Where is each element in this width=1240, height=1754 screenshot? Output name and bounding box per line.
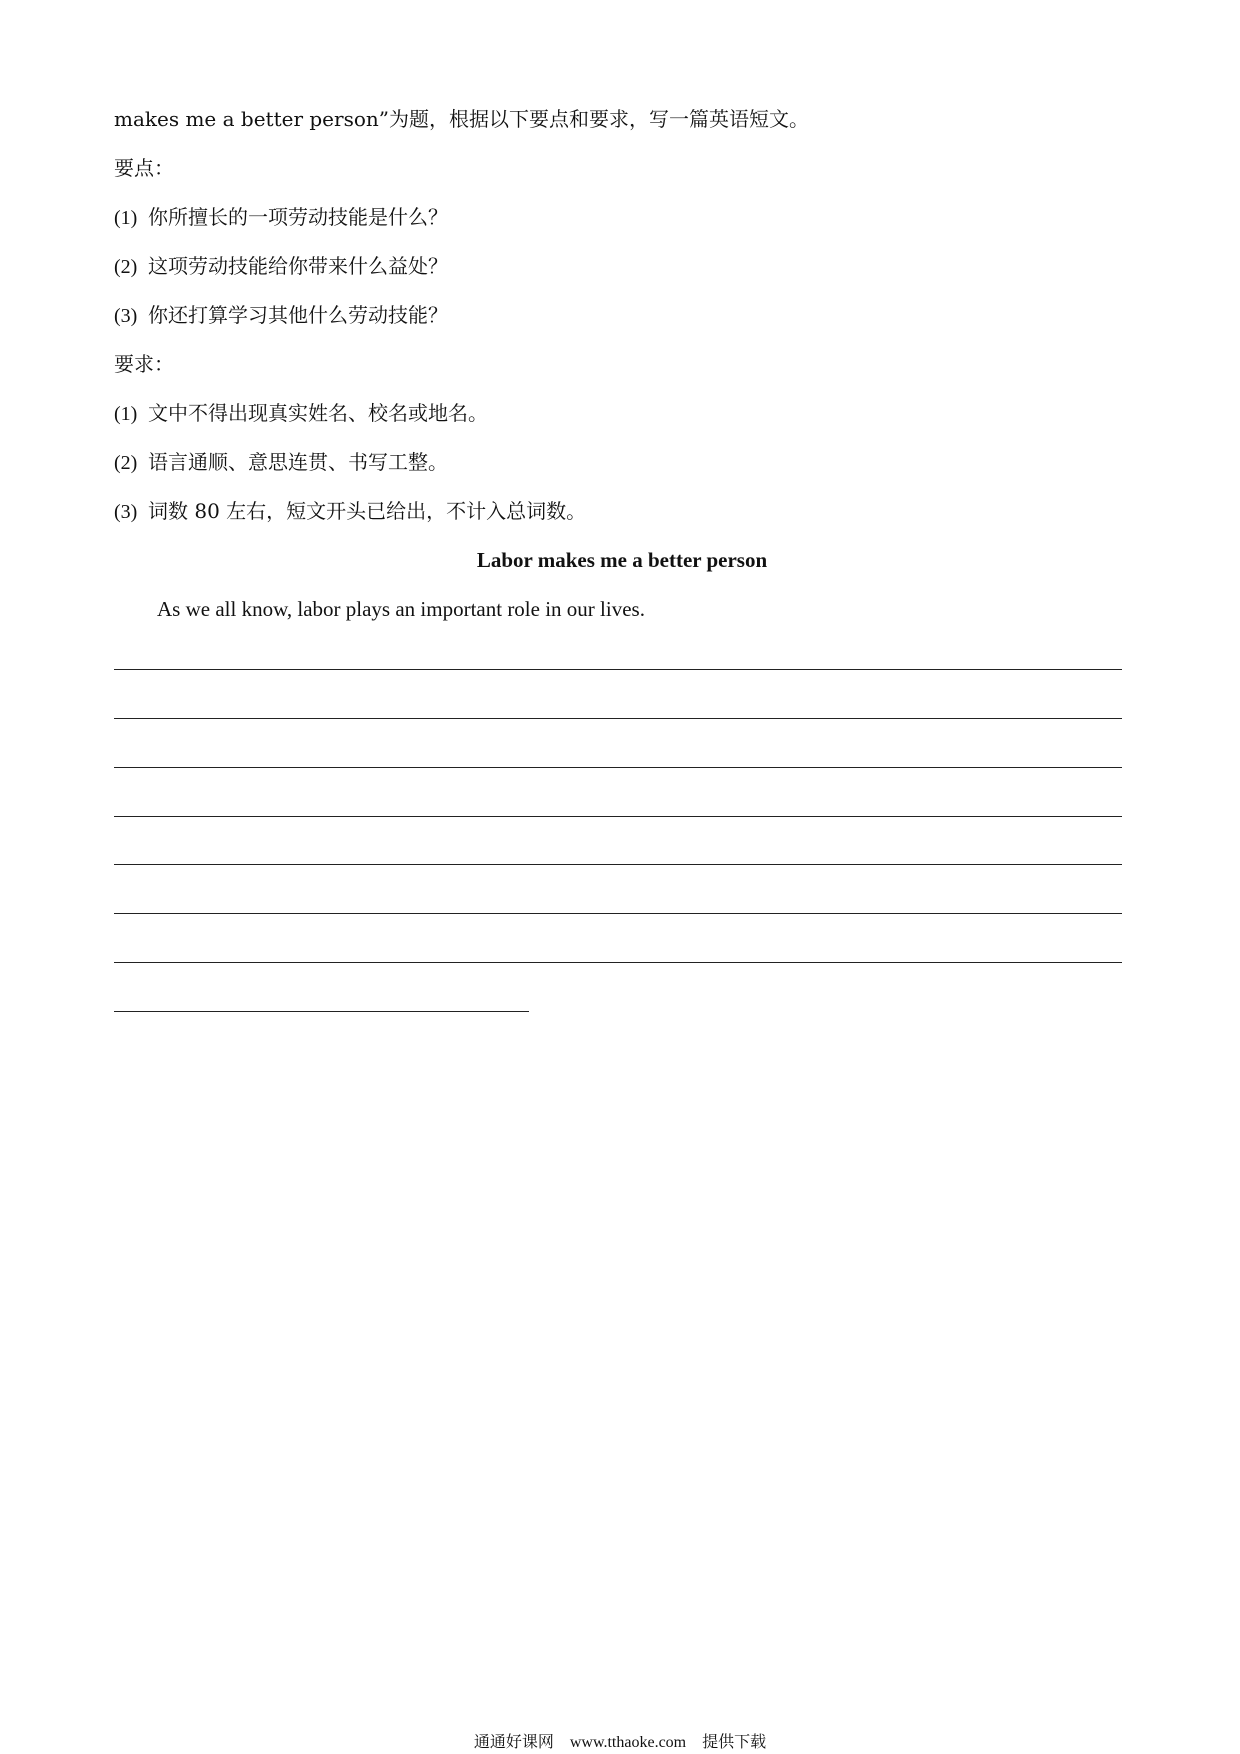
point-item <box>114 253 448 280</box>
page-footer <box>0 1733 1240 1753</box>
footer-url: www.tthaoke.com <box>569 1734 687 1751</box>
requirement-text: 文中不得出现真实姓名、校名或地名。 <box>148 401 488 425</box>
requirement-item <box>114 400 488 427</box>
points-heading: 要点： <box>114 156 174 180</box>
requirement-number: (3) <box>114 501 138 523</box>
footer-note: 提供下载 <box>702 1734 767 1751</box>
requirement-number: (1) <box>114 403 138 425</box>
footer-site-name: 通通好课网 <box>473 1734 554 1751</box>
requirement-number: (2) <box>114 452 138 474</box>
writing-line[interactable] <box>114 669 1122 670</box>
essay-title-row <box>0 547 1240 573</box>
essay-title: Labor makes me a better person <box>476 548 768 572</box>
writing-line[interactable] <box>114 767 1122 768</box>
point-item <box>114 204 448 231</box>
point-text: 这项劳动技能给你带来什么益处？ <box>148 254 448 278</box>
point-number: (2) <box>114 256 138 278</box>
writing-line[interactable] <box>114 718 1122 719</box>
writing-line[interactable] <box>114 816 1122 817</box>
prompt-intro-tail: makes me a better person”为题，根据以下要点和要求，写一篇英语短文。 <box>114 107 809 131</box>
writing-line[interactable] <box>114 962 1122 963</box>
requirement-text: 词数 80 左右，短文开头已给出，不计入总词数。 <box>148 499 587 523</box>
point-item <box>114 302 448 329</box>
requirements-heading: 要求： <box>114 352 174 376</box>
essay-opening-sentence: As we all know, labor plays an important role in our lives. <box>157 597 645 621</box>
point-number: (1) <box>114 207 138 229</box>
point-number: (3) <box>114 305 138 327</box>
writing-line[interactable] <box>114 864 1122 865</box>
requirement-text: 语言通顺、意思连贯、书写工整。 <box>148 450 448 474</box>
point-text: 你所擅长的一项劳动技能是什么？ <box>148 205 448 229</box>
writing-line[interactable] <box>114 913 1122 914</box>
point-text: 你还打算学习其他什么劳动技能？ <box>148 303 448 327</box>
requirement-item <box>114 498 586 525</box>
requirement-item <box>114 449 448 476</box>
writing-line-final[interactable] <box>114 1011 529 1012</box>
